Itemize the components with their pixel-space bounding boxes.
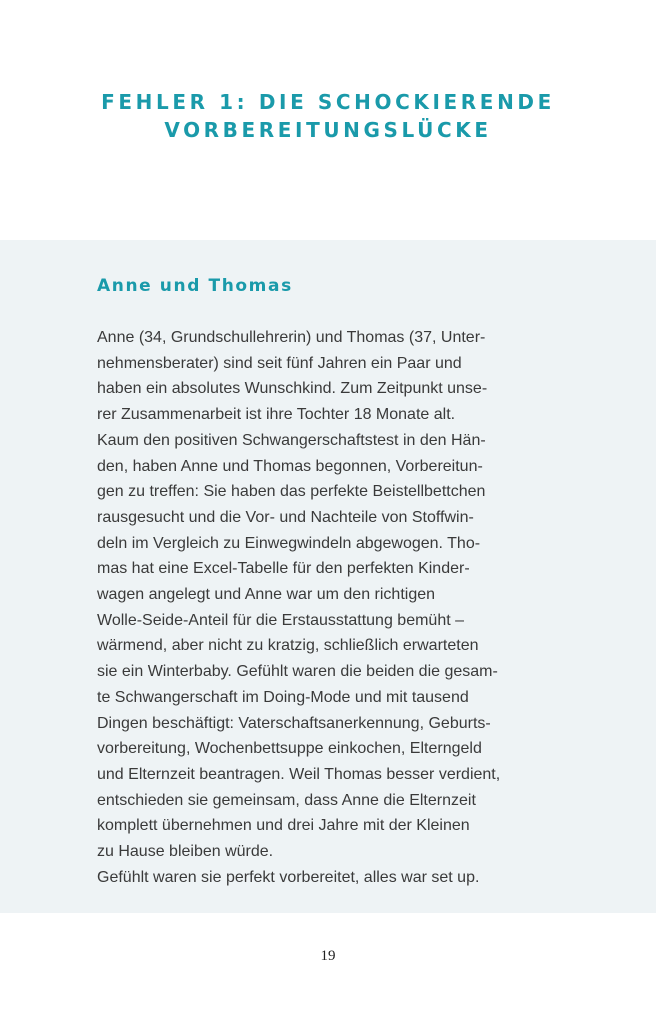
text-line: rausgesucht und die Vor- und Nachteile von Stoffwin- [97,508,474,526]
text-line: Wolle-Seide-Anteil für die Erstausstattung bemüht – [97,611,465,629]
chapter-title-line: FEHLER 1: DIE SCHOCKIERENDE [101,90,555,114]
text-line: Gefühlt waren sie perfekt vorbereitet, alles war set up. [97,868,480,886]
text-line: gen zu treffen: Sie haben das perfekte Beistellbettchen [97,483,486,501]
text-line: sie ein Winterbaby. Gefühlt waren die beiden die gesam- [97,663,498,681]
text-line: nehmensberater) sind seit fünf Jahren ein Paar und [97,354,462,372]
text-line: den, haben Anne und Thomas begonnen, Vorbereitun- [97,457,483,475]
chapter-title-line: VORBEREITUNGSLÜCKE [164,118,492,142]
page-number: 19 [320,948,336,964]
text-line: entschieden sie gemeinsam, dass Anne die Elternzeit [97,791,476,809]
text-line: und Elternzeit beantragen. Weil Thomas besser verdient, [97,765,501,783]
case-study-text [97,325,567,890]
text-line: komplett übernehmen und drei Jahre mit der Kleinen [97,817,470,835]
chapter-title [0,88,656,144]
text-line: Anne (34, Grundschullehrerin) und Thomas (37, Unter- [97,329,486,346]
text-line: Kaum den positiven Schwangerschaftstest in den Hän- [97,431,486,449]
text-line: Dingen beschäftigt: Vaterschaftsanerkennung, Geburts- [97,714,491,732]
text-line: wärmend, aber nicht zu kratzig, schließlich erwarteten [97,637,479,655]
text-line: deln im Vergleich zu Einwegwindeln abgewogen. Tho- [97,534,481,552]
text-line: te Schwangerschaft im Doing-Mode und mit tausend [97,688,469,706]
text-line: vorbereitung, Wochenbettsuppe einkochen, Elterngeld [97,740,482,758]
case-study-heading: Anne und Thomas [97,276,293,296]
text-line: rer Zusammenarbeit ist ihre Tochter 18 Monate alt. [97,406,456,424]
text-line: zu Hause bleiben würde. [97,843,274,861]
text-line: mas hat eine Excel-Tabelle für den perfekten Kinder- [97,560,470,578]
text-line: wagen angelegt und Anne war um den richtigen [97,586,436,604]
text-line: haben ein absolutes Wunschkind. Zum Zeitpunkt unse- [97,380,488,398]
